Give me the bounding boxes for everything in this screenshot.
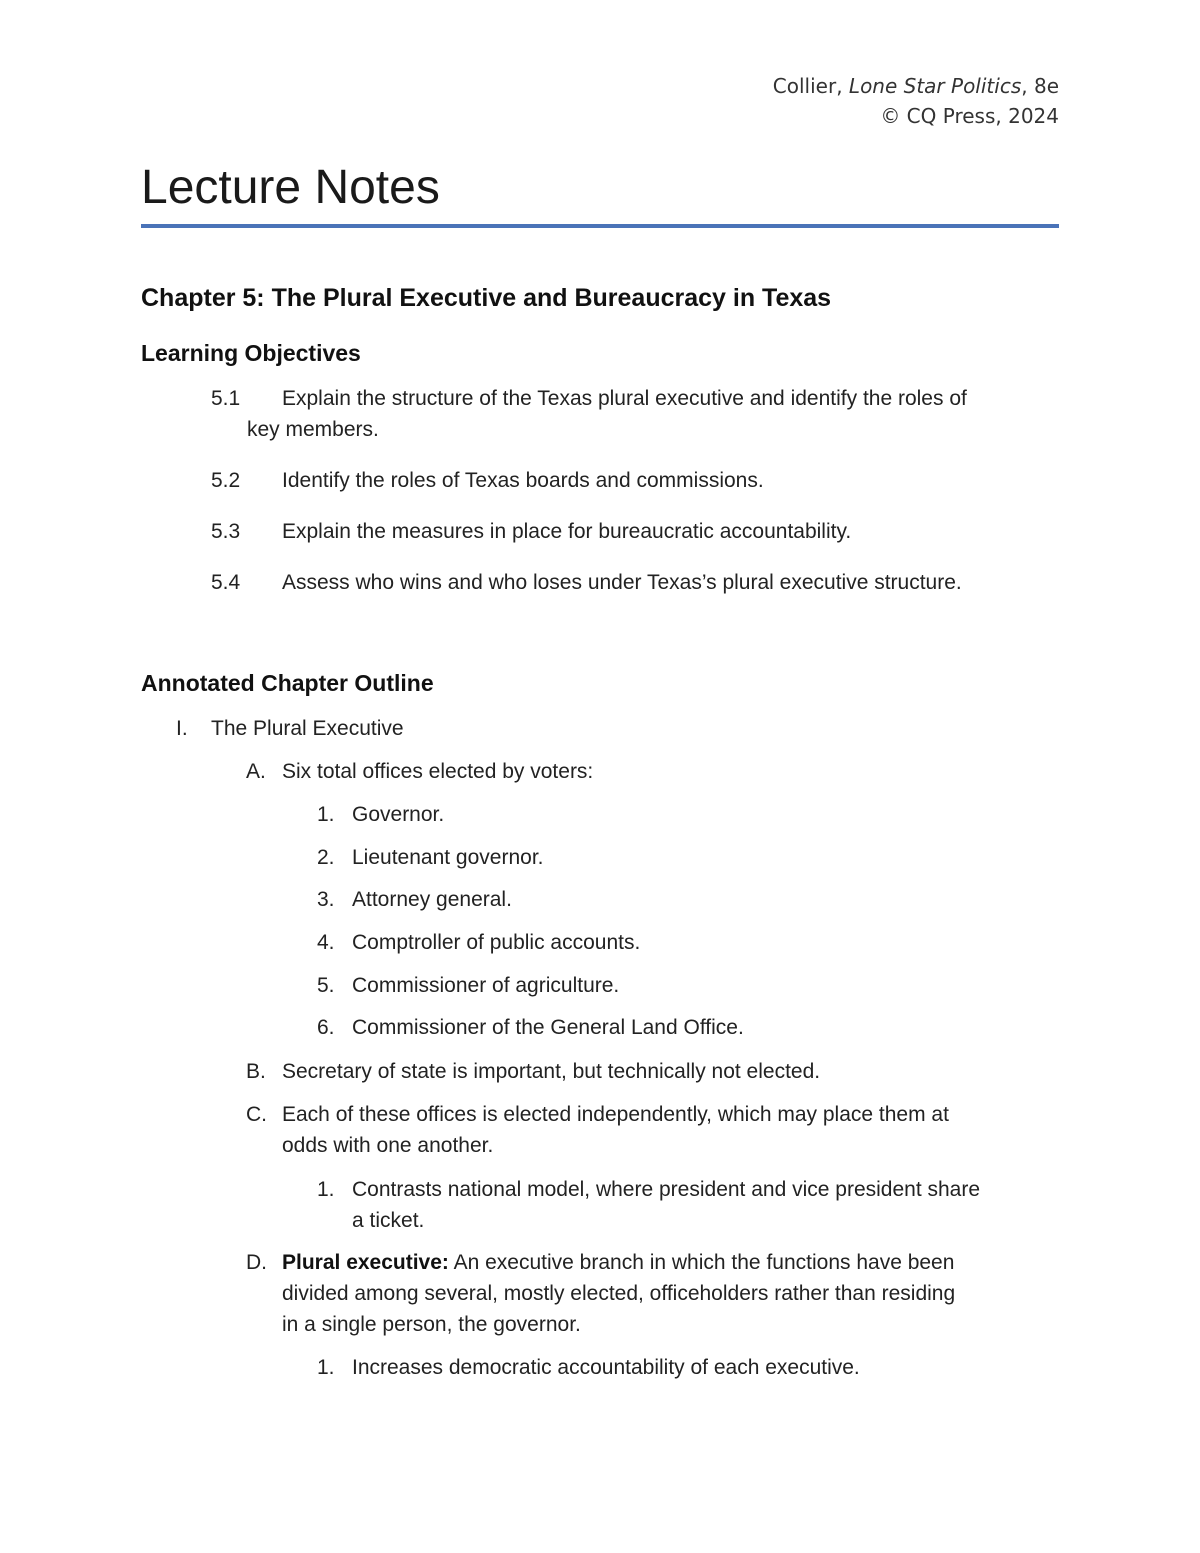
objective-number: 5.2 [211, 469, 241, 492]
office-item: Commissioner of the General Land Office. [352, 1016, 744, 1039]
page-title: Lecture Notes [141, 161, 440, 214]
outline-heading: Annotated Chapter Outline [141, 670, 434, 696]
outline-marker: 4. [317, 931, 335, 954]
outline-marker: 2. [317, 846, 335, 869]
outline-item-continued: odds with one another. [282, 1134, 494, 1157]
definition-term: Plural executive: [282, 1251, 449, 1274]
objectives-heading: Learning Objectives [141, 340, 361, 366]
office-item: Governor. [352, 803, 445, 826]
objective-number: 5.1 [211, 387, 241, 410]
chapter-title: Chapter 5: The Plural Executive and Bureaucracy in Texas [141, 284, 832, 312]
outline-marker: C. [246, 1103, 267, 1126]
objective-number: 5.4 [211, 571, 241, 594]
outline-marker: 6. [317, 1016, 335, 1039]
citation-book-title: Lone Star Politics [848, 74, 1022, 98]
outline-item: Secretary of state is important, but technically not elected. [282, 1060, 821, 1083]
definition-plural-executive [282, 1251, 954, 1275]
outline-subitem-continued: a ticket. [352, 1209, 425, 1232]
outline-item: Each of these offices is elected independently, which may place them at [282, 1103, 949, 1126]
office-item: Lieutenant governor. [352, 846, 544, 869]
objective-text: Explain the structure of the Texas plural executive and identify the roles of [282, 387, 967, 410]
outline-marker: 3. [317, 888, 335, 911]
objective-text: Identify the roles of Texas boards and commissions. [282, 469, 764, 492]
outline-marker: 1. [317, 1356, 335, 1379]
outline-subitem: Contrasts national model, where president and vice president share [352, 1178, 981, 1201]
office-item: Commissioner of agriculture. [352, 974, 620, 997]
citation-author: Collier, [772, 74, 849, 98]
definition-continued: in a single person, the governor. [282, 1313, 581, 1336]
outline-marker: A. [246, 760, 266, 783]
outline-marker: 5. [317, 974, 335, 997]
copyright-line: © CQ Press, 2024 [880, 104, 1059, 128]
definition-text: An executive branch in which the functions have been [448, 1251, 955, 1274]
objective-text: Assess who wins and who loses under Texas’s plural executive structure. [282, 571, 962, 594]
definition-continued: divided among several, mostly elected, officeholders rather than residing [282, 1282, 956, 1305]
outline-section-title: The Plural Executive [211, 717, 404, 740]
objective-number: 5.3 [211, 520, 241, 543]
citation-header [773, 74, 1059, 98]
outline-marker: I. [176, 717, 188, 740]
outline-marker: 1. [317, 1178, 335, 1201]
citation-edition: , 8e [1021, 74, 1059, 98]
outline-subitem: Increases democratic accountability of each executive. [352, 1356, 860, 1379]
outline-marker: D. [246, 1251, 267, 1274]
outline-item: Six total offices elected by voters: [282, 760, 594, 783]
objective-text: Explain the measures in place for bureaucratic accountability. [282, 520, 852, 543]
outline-marker: B. [246, 1060, 266, 1083]
outline-marker: 1. [317, 803, 335, 826]
title-divider [141, 224, 1059, 228]
office-item: Comptroller of public accounts. [352, 931, 641, 954]
objective-text-continued: key members. [247, 418, 379, 441]
office-item: Attorney general. [352, 888, 512, 911]
